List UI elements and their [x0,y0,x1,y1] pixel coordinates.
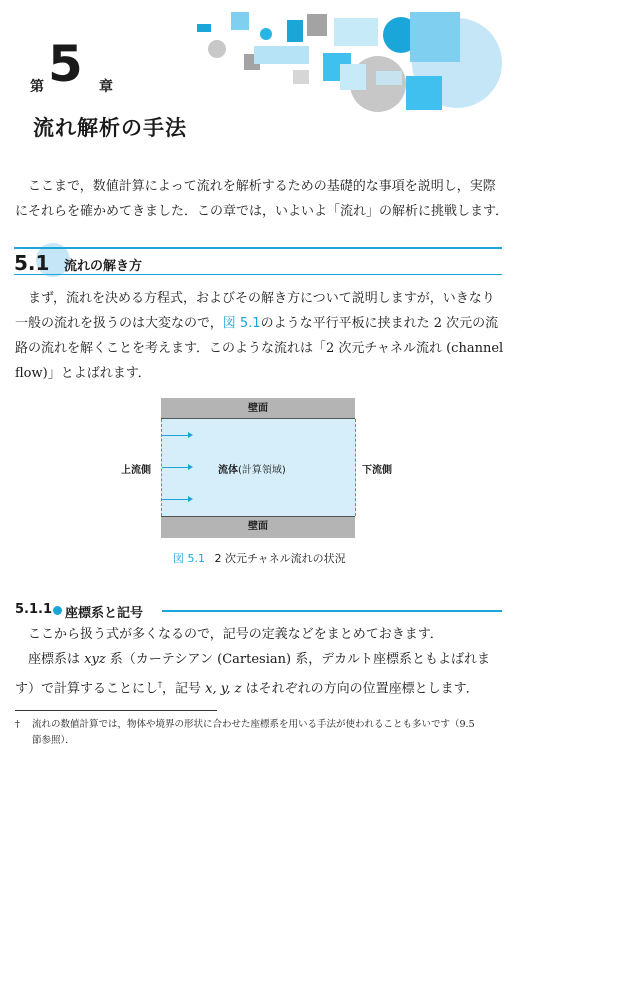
fluid-label-main: 流体 [218,465,238,476]
body-line [15,672,502,701]
section-rule-bottom [14,274,502,275]
inflow-arrow [162,499,190,500]
channel-flow-figure [0,396,626,576]
chapter-heading [30,36,230,96]
figure-caption [173,550,346,566]
fluid-domain [161,419,356,516]
subsection-body [15,622,502,701]
intro-line: ここまで，数値計算によって流れを解析するための基礎的な事項を説明し，実際 [28,179,496,194]
inflow-arrow [162,435,190,436]
body-line-text: 一般の流れを扱うのは大変なので， [15,316,223,331]
fluid-label-domain: (計算領域) [238,465,286,476]
body-line-text: 系（カーテシアン (Cartesian) 系，デカルト座標系ともよばれま [105,652,490,667]
section-rule-top [14,247,502,249]
body-line-text: はそれぞれの方向の位置座標とします． [241,681,479,697]
subsection-bullet [53,606,62,615]
chapter-title: 流れ解析の手法 [33,116,187,140]
body-line-text: す）で計算することにし [15,681,159,697]
inflow-arrow-head [188,496,193,502]
downstream-label: 下流側 [362,465,392,476]
body-line: まず，流れを決める方程式，およびその解き方について説明しますが，いきなり [28,291,495,306]
footnote-line: 流れの数値計算では，物体や境界の形状に合わせた座標系を用いる手法が使われることも多いです（9.5 [32,719,475,730]
math-symbol: xyz [84,652,106,667]
footnote-line: 節参照）． [32,735,75,746]
intro-line: にそれらを確かめてきました．この章では，いよいよ「流れ」の解析に挑戦します． [15,204,508,219]
chapter-intro [15,174,508,224]
inflow-arrow-head [188,432,193,438]
section-number: 5.1 [14,251,50,275]
fluid-label [218,461,286,476]
math-symbol: x, y, z [205,681,242,697]
footnote-rule [15,710,217,711]
body-line: flow)」とよばれます． [15,366,151,381]
upstream-label: 上流側 [121,465,151,476]
wall-bottom-label: 壁面 [248,521,268,532]
body-line: 路の流れを解くことを考えます．このような流れは「2 次元チャネル流れ (channel [15,341,504,356]
inflow-arrow-head [188,464,193,470]
subsection-rule [162,610,502,612]
body-line [15,647,502,672]
body-line: ここから扱う式が多くなるので，記号の定義などをまとめておきます． [28,627,443,642]
chapter-prefix: 第 [30,79,44,95]
body-line-text: ，記号 [162,681,206,697]
chapter-suffix: 章 [99,79,113,95]
wall-top [161,398,355,419]
wall-bottom [161,516,355,538]
section-heading [14,243,502,277]
body-line-text: のような平行平板に挟まれた 2 次元の流 [260,316,499,331]
chapter-number: 5 [48,35,83,93]
body-line [15,311,502,336]
subsection-heading [15,600,502,620]
inflow-arrow [162,467,190,468]
subsection-number: 5.1.1 [15,602,53,617]
body-line-text: 座標系は [28,652,85,667]
footnote-mark: † [15,719,20,730]
figure-caption-text: 2 次元チャネル流れの状況 [214,552,346,565]
figure-reference-link[interactable]: 図 5.1 [222,316,261,331]
section-title: 流れの解き方 [64,259,143,274]
section-body [15,286,502,386]
wall-top-label: 壁面 [248,403,268,414]
footnote-marker[interactable]: † [158,680,163,689]
subsection-title: 座標系と記号 [65,606,144,621]
figure-caption-number: 図 5.1 [173,552,205,565]
